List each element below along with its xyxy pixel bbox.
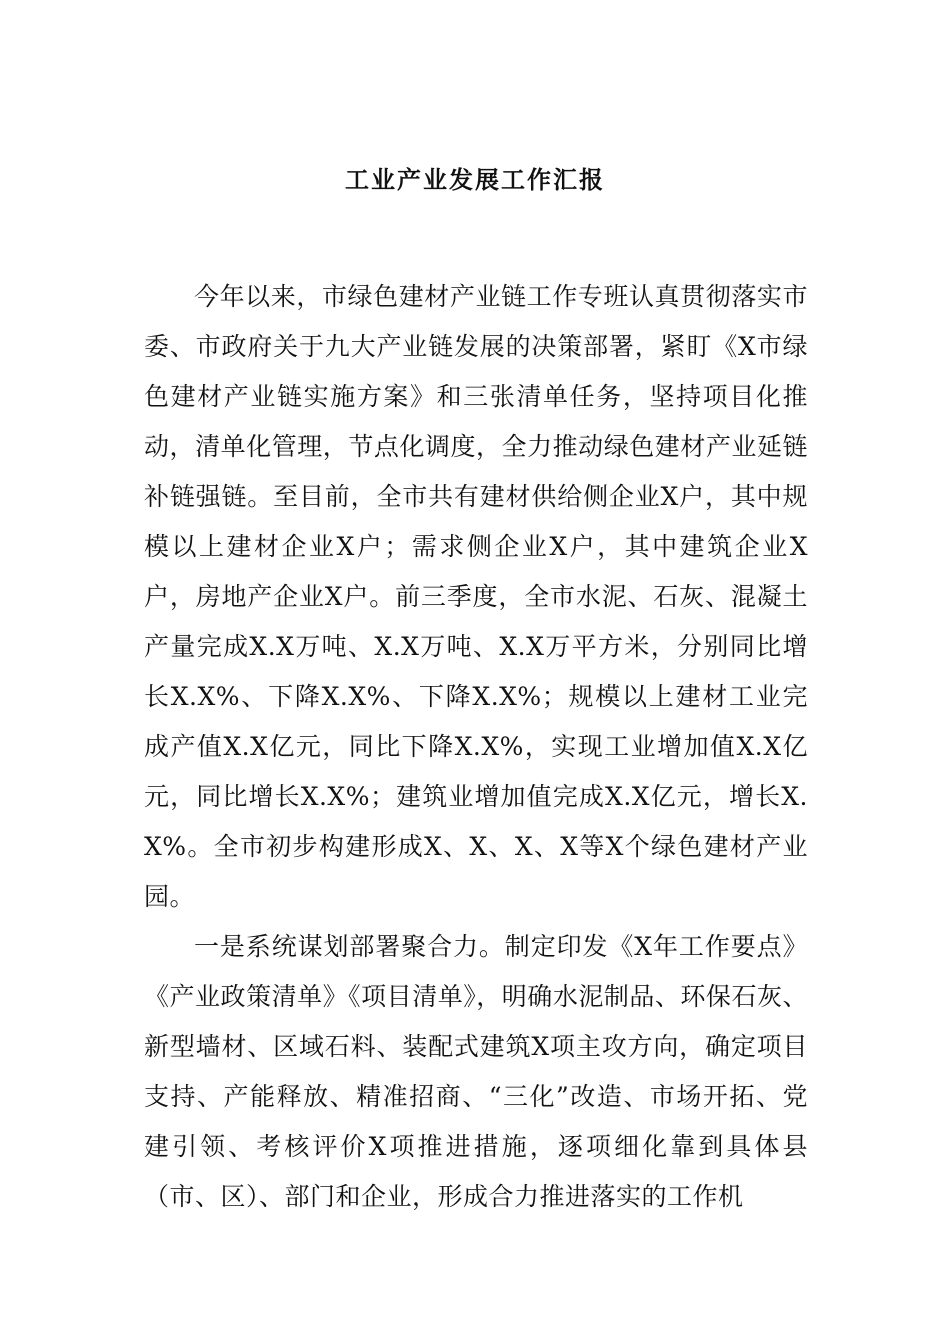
document-body [144, 272, 808, 1222]
paragraph-planning: 一是系统谋划部署聚合力。制定印发《X年工作要点》《产业政策清单》《项目清单》，明确水泥制品、环保石灰、新型墙材、区域石料、装配式建筑X项主攻方向，确定项目支持、产能释放、精准招商、“三化”改造、市场开拓、党建引领、考核评价X项推进措施，逐项细化靠到具体县（市、区）、部门和企业，形成合力推进落实的工作机 [144, 932, 808, 1211]
document-title: 工业产业发展工作汇报 [345, 165, 605, 194]
paragraph-overview: 今年以来，市绿色建材产业链工作专班认真贯彻落实市委、市政府关于九大产业链发展的决策部署，紧盯《X市绿色建材产业链实施方案》和三张清单任务，坚持项目化推动，清单化管理，节点化调度，全力推动绿色建材产业延链补链强链。至目前，全市共有建材供给侧企业X户，其中规模以上建材企业X户；需求侧企业X户，其中建筑企业X户，房地产企业X户。前三季度，全市水泥、石灰、混凝土产量完成X.X万吨、X.X万吨、X.X万平方米，分别同比增长X.X%、下降X.X%、下降X.X%；规模以上建材工业完成产值X.X亿元，同比下降X.X%，实现工业增加值X.X亿元，同比增长X.X%；建筑业增加值完成X.X亿元，增长X.X%。全市初步构建形成X、X、X、X等X个绿色建材产业园。 [144, 282, 808, 911]
